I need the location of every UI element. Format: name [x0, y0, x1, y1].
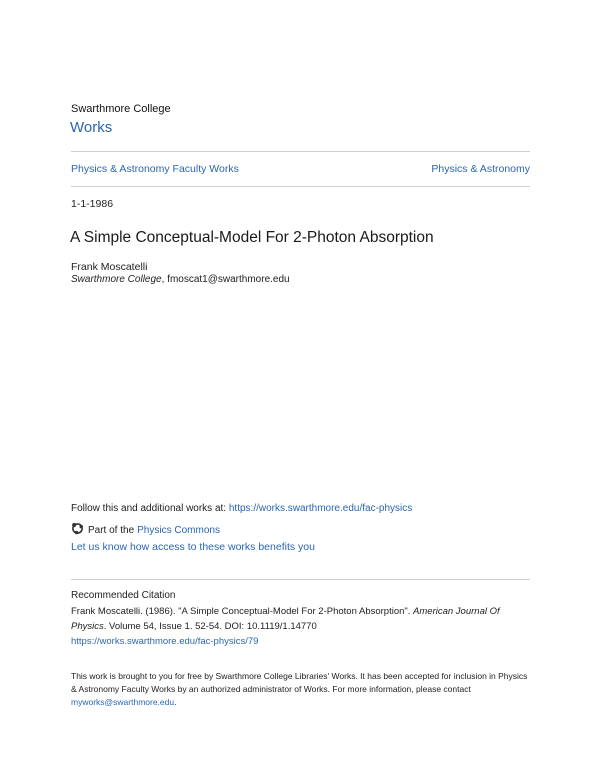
citation-text	[71, 604, 531, 649]
divider-citation	[71, 579, 530, 580]
contact-email-link[interactable]: myworks@swarthmore.edu	[71, 697, 175, 707]
notice-end: .	[174, 697, 177, 707]
access-notice	[71, 670, 533, 709]
institution-name: Swarthmore College	[71, 103, 171, 115]
citation-text-before: Frank Moscatelli. (1986). "A Simple Conceptual-Model For 2-Photon Absorption".	[71, 606, 414, 617]
repository-link[interactable]: Works	[70, 119, 113, 136]
network-commons-icon	[71, 522, 88, 538]
department-link[interactable]: Physics & Astronomy	[431, 163, 530, 175]
divider-top	[71, 151, 530, 152]
follow-prefix: Follow this and additional works at:	[71, 503, 229, 514]
follow-url-link[interactable]: https://works.swarthmore.edu/fac-physics	[228, 503, 413, 514]
feedback-link[interactable]: Let us know how access to these works benefits you	[71, 541, 315, 553]
follow-line	[71, 503, 412, 514]
citation-text-after: . Volume 54, Issue 1. 52-54. DOI: 10.1119/1.14770	[103, 621, 317, 632]
author-affiliation	[71, 274, 290, 285]
article-title: A Simple Conceptual-Model For 2-Photon Absorption	[70, 229, 434, 246]
citation-url-link[interactable]: https://works.swarthmore.edu/fac-physics/79	[71, 636, 259, 647]
divider-nav	[71, 186, 530, 187]
author-email: , fmoscat1@swarthmore.edu	[161, 274, 290, 285]
part-of-line	[71, 522, 220, 538]
citation-journal: American Journal Of Physics	[71, 606, 500, 632]
citation-heading: Recommended Citation	[71, 590, 176, 601]
publication-date: 1-1-1986	[71, 198, 114, 210]
collection-link[interactable]: Physics & Astronomy Faculty Works	[71, 163, 239, 175]
author-name: Frank Moscatelli	[71, 261, 148, 273]
spacer	[71, 660, 530, 661]
notice-text: This work is brought to you for free by Swarthmore College Libraries' Works. It has been accepted for inclusion in Physics & Astronomy Faculty Works by an authorized administrator of Works. For more information, please contact	[71, 671, 528, 694]
part-of-prefix: Part of the	[88, 524, 135, 536]
affiliation-institution: Swarthmore College	[71, 274, 162, 285]
physics-commons-link[interactable]: Physics Commons	[137, 524, 220, 536]
